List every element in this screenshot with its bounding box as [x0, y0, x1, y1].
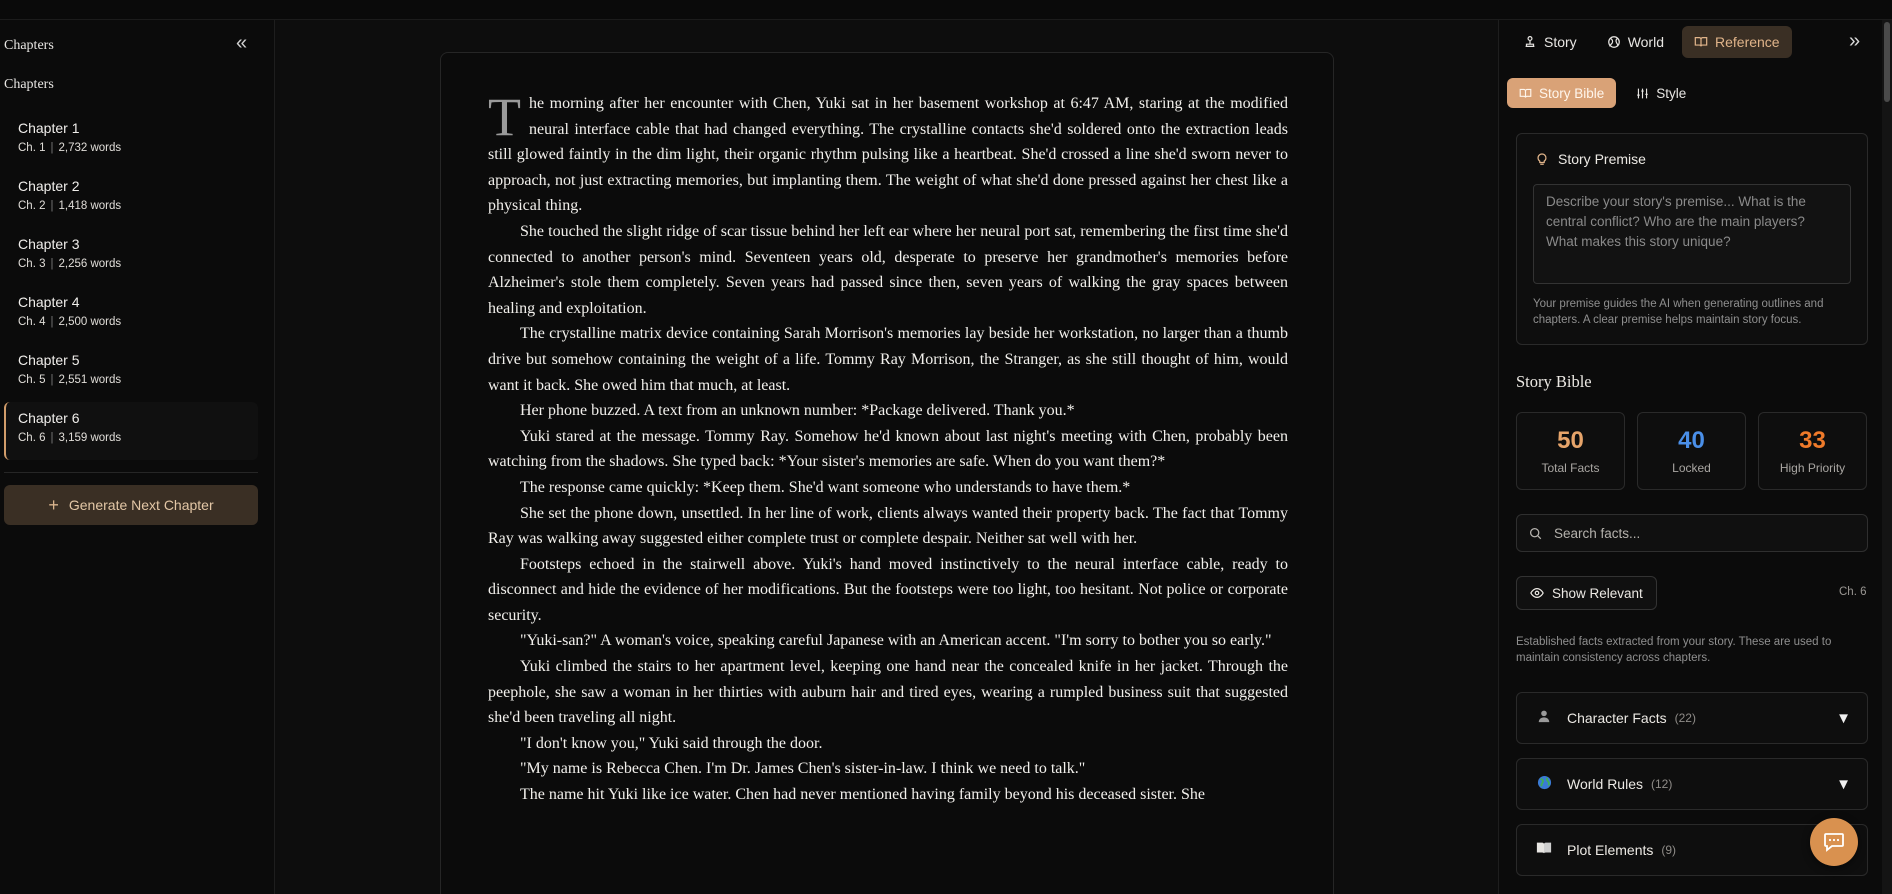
sidebar-header: Chapters: [4, 38, 54, 53]
page-scrollbar[interactable]: [1882, 20, 1892, 894]
book-icon: [1533, 841, 1555, 859]
chapter-meta: [18, 432, 258, 444]
chapter-number: Ch. 1: [18, 142, 46, 154]
subtab-style-label: Style: [1656, 85, 1687, 101]
meta-separator: |: [50, 432, 54, 444]
dropcap: T: [488, 87, 521, 147]
category-world-rules[interactable]: [1516, 758, 1868, 810]
search-icon: [1529, 527, 1542, 540]
chevron-down-icon: ▼: [1836, 775, 1851, 793]
chapter-meta: [18, 142, 258, 154]
paragraph: She set the phone down, unsettled. In her line of work, clients always wanted their property back. The fact that Tommy Ray was walking away suggested either complete trust or complete despair. Neither sat well with her.: [488, 504, 1288, 548]
chapter-number: Ch. 3: [18, 258, 46, 270]
tab-story-label: Story: [1544, 34, 1577, 50]
show-relevant-label: Show Relevant: [1552, 585, 1643, 601]
stat-value: 40: [1678, 427, 1705, 454]
reference-panel: [1498, 20, 1882, 894]
search-facts[interactable]: [1516, 514, 1868, 552]
panel-tabs: [1511, 26, 1792, 58]
category-count: (9): [1661, 843, 1677, 857]
chapter-word-count: 1,418 words: [58, 200, 122, 212]
category-name: Plot Elements: [1567, 842, 1654, 858]
generate-label: Generate Next Chapter: [68, 497, 214, 513]
book-open-icon: [1519, 87, 1532, 100]
chapter-number: Ch. 6: [18, 432, 46, 444]
paragraph: The crystalline matrix device containing Sarah Morrison's memories lay beside her workstation, no larger than a thumb drive but somehow containing the weight of a life. Tommy Ray Morrison, the Stranger, as she still thought of him, would want it back. She owed him that much, at least.: [488, 325, 1288, 394]
category-count: (12): [1651, 777, 1673, 791]
premise-textarea[interactable]: Describe your story's premise... What is the central conflict? Who are the main players? What makes this story unique?: [1533, 184, 1851, 284]
show-relevant-button[interactable]: [1516, 576, 1657, 610]
chapter-text: [488, 87, 1288, 808]
chapter-title: Chapter 1: [18, 120, 80, 136]
tab-world[interactable]: [1595, 26, 1676, 58]
paragraph: "Yuki-san?" A woman's voice, speaking careful Japanese with an American accent. "I'm sorry to bother you so early.": [520, 632, 1272, 650]
chapter-item[interactable]: [4, 112, 258, 170]
generate-next-chapter-button[interactable]: [4, 485, 258, 525]
tab-world-label: World: [1627, 34, 1664, 50]
chapter-word-count: 2,500 words: [58, 316, 122, 328]
chevron-down-icon: ▼: [1836, 709, 1851, 727]
chapter-title: Chapter 2: [18, 178, 80, 194]
paragraph: The response came quickly: *Keep them. She'd want someone who understands to have them.*: [520, 478, 1131, 496]
paragraph: She touched the slight ridge of scar tissue behind her left ear where her neural port sat, remembering the first time she'd connected to another person's mind. Seventeen years old, desperate to preserve her grandmother's memories before Alzheimer's stole them completely. Seven years had passed since then, seven years of walking the gray spaces between healing and exploitation.: [488, 222, 1288, 317]
paragraph-first: he morning after her encounter with Chen, Yuki sat in her basement workshop at 6:47 AM, staring at the modified neural interface cable that had changed everything. The crystalline contacts she'd soldered onto the extraction leads still glowed faintly in the dim light, their organic rhythm pulsing like a heartbeat. She'd crossed a line she'd sworn never to approach, not just extracting memories, but implanting them. The weight of what she'd done pressed against her chest like a physical thing.: [488, 95, 1288, 215]
reference-subtabs: [1507, 78, 1698, 108]
category-character-facts[interactable]: [1516, 692, 1868, 744]
book-open-icon: [1694, 35, 1708, 49]
chat-icon: [1823, 832, 1845, 852]
meta-separator: |: [50, 374, 54, 386]
story-premise-card: [1516, 133, 1868, 345]
collapse-sidebar-icon[interactable]: «: [236, 32, 248, 54]
person-tree-icon: [1523, 35, 1537, 49]
story-premise-title: [1535, 151, 1646, 167]
chapter-item[interactable]: [4, 228, 258, 286]
chapter-item[interactable]: [4, 402, 258, 460]
subtab-style[interactable]: [1624, 78, 1698, 108]
stat-value: 50: [1557, 427, 1584, 454]
eye-icon: [1530, 586, 1544, 600]
stat-card: [1637, 412, 1746, 490]
chapter-meta: [18, 258, 258, 270]
chapters-subheader: Chapters: [4, 77, 54, 92]
chapter-item[interactable]: [4, 170, 258, 228]
chat-button[interactable]: [1810, 818, 1858, 866]
category-count: (22): [1674, 711, 1696, 725]
chapter-meta: [18, 200, 258, 212]
chapter-word-count: 2,551 words: [58, 374, 122, 386]
lightbulb-icon: [1535, 152, 1549, 166]
meta-separator: |: [50, 258, 54, 270]
chapter-title: Chapter 4: [18, 294, 80, 310]
meta-separator: |: [50, 200, 54, 212]
premise-help-text: Your premise guides the AI when generating outlines and chapters. A clear premise helps maintain story focus.: [1533, 298, 1824, 326]
chapter-page: [440, 52, 1334, 894]
paragraph: [488, 87, 1288, 219]
tab-story[interactable]: [1511, 26, 1589, 58]
chapter-tag: Ch. 6: [1839, 586, 1867, 598]
tab-reference[interactable]: [1682, 26, 1792, 58]
stat-card: [1516, 412, 1625, 490]
top-bar: [0, 0, 1892, 20]
story-bible-title: Story Bible: [1516, 372, 1592, 391]
sidebar-divider: [4, 472, 258, 473]
paragraph: Yuki climbed the stairs to her apartment level, keeping one hand near the concealed knife in her jacket. Through the peephole, she saw a woman in her thirties with auburn hair and tired eyes, wearing a rumpled business suit that suggested she'd been traveling all night.: [488, 658, 1288, 727]
chapter-word-count: 2,732 words: [58, 142, 122, 154]
chapter-number: Ch. 5: [18, 374, 46, 386]
chapter-title: Chapter 6: [18, 410, 80, 426]
plus-icon: +: [48, 494, 59, 515]
category-name: World Rules: [1567, 776, 1643, 792]
chapter-meta: [18, 374, 258, 386]
subtab-story-bible-label: Story Bible: [1539, 85, 1605, 101]
scrollbar-thumb[interactable]: [1884, 22, 1890, 102]
globe-icon: [1533, 775, 1555, 794]
stat-label: Total Facts: [1541, 461, 1600, 475]
paragraph: Yuki stared at the message. Tommy Ray. Somehow he'd known about last night's meeting with Chen, probably been watching from the shadows. She typed back: *Your sister's memories are safe. When do you want them?*: [488, 427, 1288, 471]
stat-card: [1758, 412, 1867, 490]
chapter-title: Chapter 5: [18, 352, 80, 368]
collapse-panel-icon[interactable]: »: [1849, 30, 1861, 52]
chapter-list: [4, 112, 258, 460]
search-input[interactable]: [1554, 526, 1854, 541]
bible-stats: [1516, 412, 1867, 490]
stat-label: High Priority: [1779, 461, 1846, 475]
paragraph: "I don't know you," Yuki said through the door.: [520, 734, 823, 752]
meta-separator: |: [50, 142, 54, 154]
chapter-word-count: 3,159 words: [58, 432, 122, 444]
chapter-item[interactable]: [4, 286, 258, 344]
paragraph: Footsteps echoed in the stairwell above. Yuki's hand moved instinctively to the neural interface cable, ready to disconnect and hide the evidence of her modifications. But the footsteps were too light, too hesitant. Not police or corporate security.: [488, 555, 1288, 624]
paragraph: The name hit Yuki like ice water. Chen had never mentioned having family beyond his deceased sister. She: [520, 786, 1205, 804]
sliders-icon: [1636, 87, 1649, 100]
chapter-word-count: 2,256 words: [58, 258, 122, 270]
globe-icon: [1607, 35, 1621, 49]
person-icon: [1533, 709, 1555, 727]
tab-reference-label: Reference: [1715, 34, 1780, 50]
chapter-number: Ch. 4: [18, 316, 46, 328]
stat-label: Locked: [1672, 461, 1711, 475]
chapter-number: Ch. 2: [18, 200, 46, 212]
paragraph: Her phone buzzed. A text from an unknown number: *Package delivered. Thank you.*: [520, 402, 1075, 420]
paragraph: "My name is Rebecca Chen. I'm Dr. James Chen's sister-in-law. I think we need to talk.": [520, 760, 1086, 778]
chapter-meta: [18, 316, 258, 328]
chapters-sidebar: [0, 20, 275, 894]
meta-separator: |: [50, 316, 54, 328]
chapter-item[interactable]: [4, 344, 258, 402]
category-name: Character Facts: [1567, 710, 1667, 726]
subtab-story-bible[interactable]: [1507, 78, 1616, 108]
premise-title-text: Story Premise: [1558, 151, 1646, 167]
facts-help-text: Established facts extracted from your story. These are used to maintain consistency across chapters.: [1516, 636, 1832, 664]
stat-value: 33: [1799, 427, 1826, 454]
chapter-title: Chapter 3: [18, 236, 80, 252]
reader-area: [276, 20, 1498, 894]
